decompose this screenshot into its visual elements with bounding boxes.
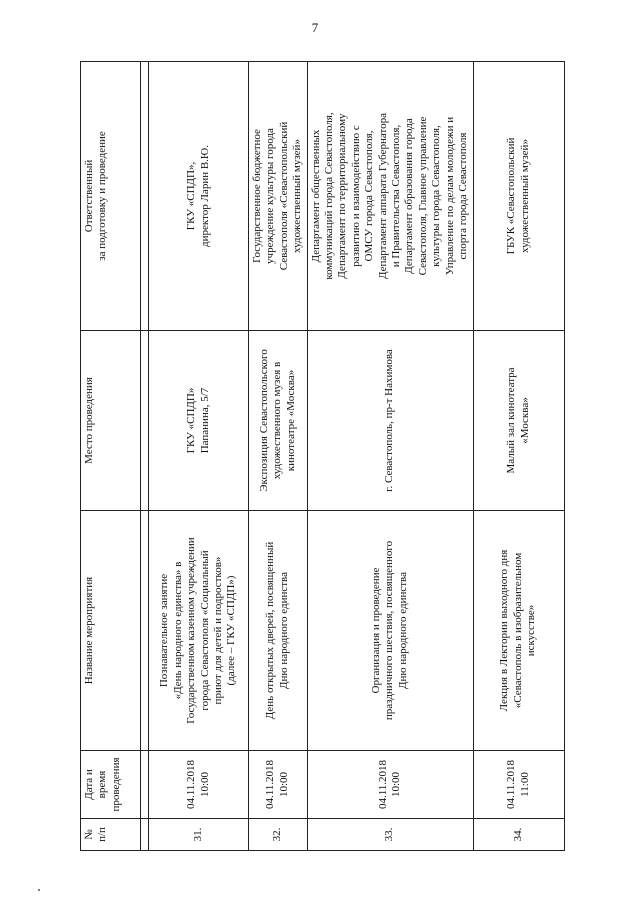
header-place: Место проведения [81,331,141,511]
spacer-cell [141,751,149,819]
table-row [473,62,564,851]
spacer-cell [141,62,149,331]
spacer-cell [141,511,149,751]
row-responsible: Государственное бюджетное учреждение культуры города Севастополя «Севастопольский художественный музей» [249,62,308,331]
spacer-cell [141,331,149,511]
spacer-cell [141,819,149,851]
row-num: 34. [473,819,564,851]
row-date: 04.11.2018 10:00 [307,751,473,819]
header-responsible: Ответственный за подготовку и проведение [81,62,141,331]
scan-speck [38,889,40,891]
row-num: 32. [249,819,308,851]
row-name: Организация и проведение праздничного шествия, посвященного Дню народного единства [307,511,473,751]
table-header-row [81,62,141,851]
row-place: г. Севастополь, пр-т Нахимова [307,331,473,511]
table-row [249,62,308,851]
row-date: 04.11.2018 10:00 [249,751,308,819]
row-name: День открытых дверей, посвященный Дню народного единства [249,511,308,751]
header-date: Дата и время проведения [81,751,141,819]
row-num: 33. [307,819,473,851]
table-spacer-row [141,62,149,851]
row-name: Познавательное занятие «День народного единства» в Государственном казенном учреждении города Севастополя «Социальный приют для детей и подростков» (далее – ГКУ «СПДП») [149,511,249,751]
table-row [149,62,249,851]
rotated-table [80,62,539,851]
events-table-container [80,62,539,851]
events-table [80,61,565,851]
page-number: 7 [311,20,319,35]
row-num: 31. [149,819,249,851]
row-place: Экспозиция Севастопольского художественного музея в кинотеатре «Москва» [249,331,308,511]
table-row [307,62,473,851]
row-date: 04.11.2018 10:00 [149,751,249,819]
header-name: Название мероприятия [81,511,141,751]
row-name: Лекция в Лектории выходного дня «Севастополь в изобразительном искусстве» [473,511,564,751]
row-responsible: Департамент общественных коммуникаций города Севастополя, Департамент по территориальному развитию и взаимодействию с ОМСУ города Севастополя, Департамент аппарата Губернатора и Правительства Севастополя, Департамент образования города Севастополя, Главное управление культуры города Севастополя, Управление по делам молодежи и спорта города Севастополя [307,62,473,331]
row-place: Малый зал кинотеатра «Москва» [473,331,564,511]
row-responsible: ГБУК «Севастопольский художественный музей» [473,62,564,331]
row-responsible: ГКУ «СПДП», директор Ларин В.Ю. [149,62,249,331]
header-num: № п/п [81,819,141,851]
row-date: 04.11.2018 11:00 [473,751,564,819]
row-place: ГКУ «СПДП» Папанина, 5/7 [149,331,249,511]
